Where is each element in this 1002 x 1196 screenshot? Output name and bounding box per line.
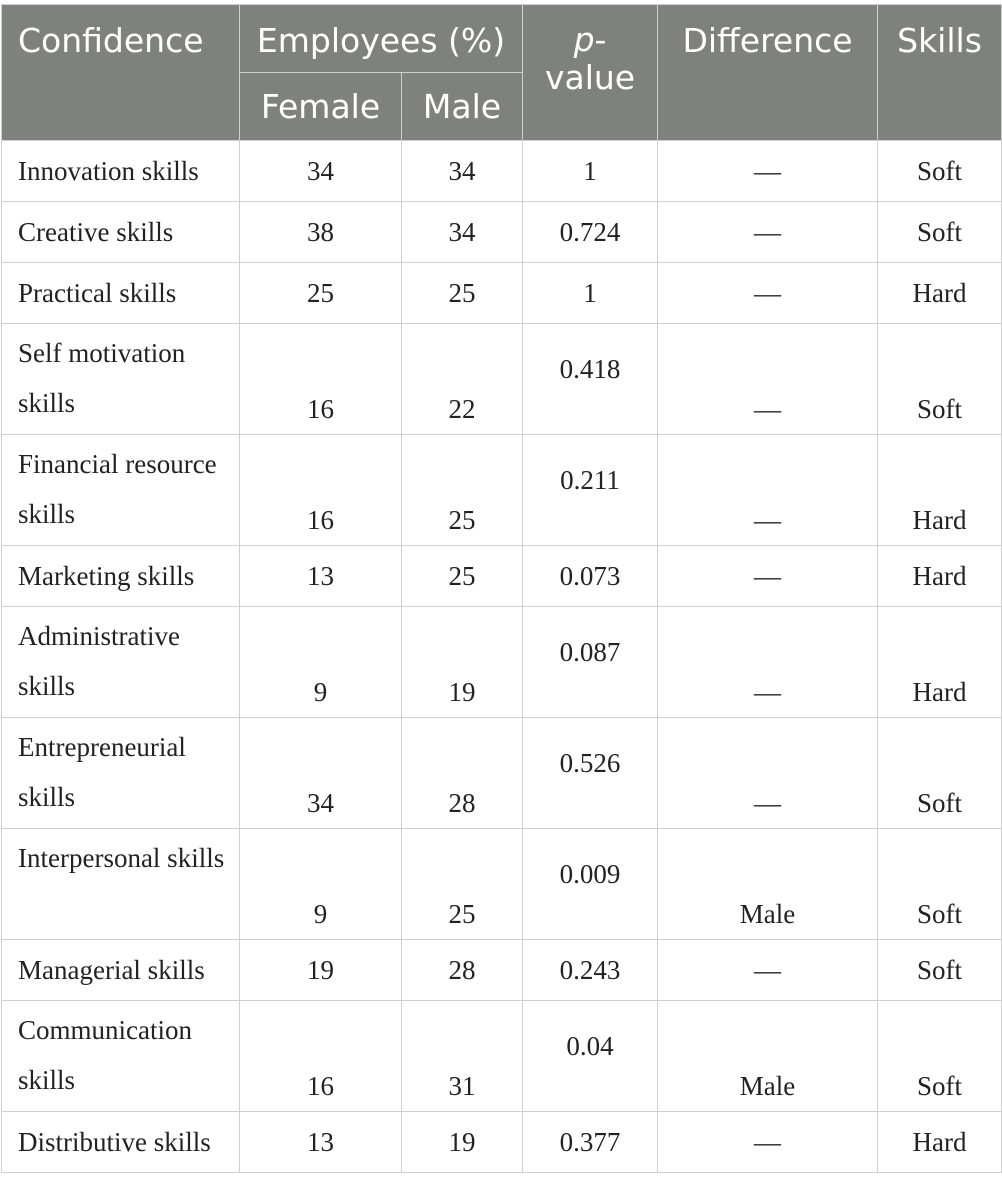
table-row: [2, 435, 1002, 546]
header-p-word: value: [544, 58, 636, 97]
header-p-value: [523, 5, 658, 141]
header-p-hyphen: -: [594, 20, 607, 59]
cell-difference: Male: [658, 1001, 878, 1112]
cell-skills: Hard: [878, 607, 1002, 718]
cell-confidence: Creative skills: [2, 202, 240, 263]
cell-p-value: 0.211: [523, 435, 658, 546]
cell-confidence: Innovation skills: [2, 141, 240, 202]
table-row: [2, 324, 1002, 435]
cell-female: 25: [240, 263, 402, 324]
cell-female: 34: [240, 141, 402, 202]
cell-confidence: Communication skills: [2, 1001, 240, 1112]
cell-skills: Hard: [878, 435, 1002, 546]
cell-difference: —: [658, 546, 878, 607]
cell-confidence: Practical skills: [2, 263, 240, 324]
cell-male: 28: [402, 718, 523, 829]
table-row: [2, 829, 1002, 940]
cell-confidence: Distributive skills: [2, 1112, 240, 1173]
cell-male: 25: [402, 829, 523, 940]
cell-skills: Soft: [878, 829, 1002, 940]
cell-confidence: Interpersonal skills: [2, 829, 240, 940]
table-body: [2, 141, 1002, 1173]
cell-male: 34: [402, 202, 523, 263]
cell-difference: Male: [658, 829, 878, 940]
table-row: [2, 1001, 1002, 1112]
header-p-letter: p: [573, 20, 595, 59]
header-male: Male: [402, 73, 523, 141]
table-row: [2, 1112, 1002, 1173]
cell-female: 16: [240, 435, 402, 546]
cell-confidence: Self motivation skills: [2, 324, 240, 435]
cell-difference: —: [658, 141, 878, 202]
cell-p-value: 0.724: [523, 202, 658, 263]
cell-difference: —: [658, 1112, 878, 1173]
cell-female: 19: [240, 940, 402, 1001]
cell-female: 16: [240, 324, 402, 435]
cell-p-value: 0.087: [523, 607, 658, 718]
cell-p-value: 0.009: [523, 829, 658, 940]
cell-male: 22: [402, 324, 523, 435]
cell-male: 25: [402, 546, 523, 607]
cell-male: 19: [402, 607, 523, 718]
header-employees: Employees (%): [240, 5, 523, 73]
cell-p-value: 1: [523, 141, 658, 202]
cell-difference: —: [658, 435, 878, 546]
cell-skills: Hard: [878, 263, 1002, 324]
cell-male: 31: [402, 1001, 523, 1112]
table-row: [2, 141, 1002, 202]
cell-p-value: 0.04: [523, 1001, 658, 1112]
cell-skills: Soft: [878, 324, 1002, 435]
cell-skills: Soft: [878, 718, 1002, 829]
cell-confidence: Financial resource skills: [2, 435, 240, 546]
cell-skills: Soft: [878, 1001, 1002, 1112]
cell-female: 13: [240, 546, 402, 607]
cell-skills: Soft: [878, 141, 1002, 202]
table-row: [2, 546, 1002, 607]
cell-female: 16: [240, 1001, 402, 1112]
table-row: [2, 263, 1002, 324]
cell-confidence: Entrepreneurial skills: [2, 718, 240, 829]
cell-female: 9: [240, 607, 402, 718]
cell-male: 34: [402, 141, 523, 202]
header-row: [2, 5, 1002, 73]
cell-difference: —: [658, 718, 878, 829]
cell-skills: Hard: [878, 546, 1002, 607]
header-female: Female: [240, 73, 402, 141]
cell-p-value: 0.418: [523, 324, 658, 435]
table-header: [2, 5, 1002, 141]
table-row: [2, 940, 1002, 1001]
cell-male: 25: [402, 263, 523, 324]
cell-difference: —: [658, 324, 878, 435]
cell-female: 34: [240, 718, 402, 829]
cell-difference: —: [658, 263, 878, 324]
cell-difference: —: [658, 940, 878, 1001]
cell-male: 25: [402, 435, 523, 546]
header-skills: Skills: [878, 5, 1002, 141]
cell-p-value: 0.377: [523, 1112, 658, 1173]
table-row: [2, 607, 1002, 718]
table-row: [2, 202, 1002, 263]
cell-p-value: 0.243: [523, 940, 658, 1001]
cell-female: 9: [240, 829, 402, 940]
cell-male: 28: [402, 940, 523, 1001]
cell-confidence: Marketing skills: [2, 546, 240, 607]
skills-confidence-table: [1, 4, 1002, 1173]
cell-female: 13: [240, 1112, 402, 1173]
cell-male: 19: [402, 1112, 523, 1173]
cell-p-value: 1: [523, 263, 658, 324]
cell-difference: —: [658, 607, 878, 718]
table-row: [2, 718, 1002, 829]
header-confidence: Confidence: [2, 5, 240, 141]
cell-confidence: Administrative skills: [2, 607, 240, 718]
cell-confidence: Managerial skills: [2, 940, 240, 1001]
header-difference: Difference: [658, 5, 878, 141]
cell-skills: Soft: [878, 202, 1002, 263]
cell-p-value: 0.073: [523, 546, 658, 607]
cell-difference: —: [658, 202, 878, 263]
cell-female: 38: [240, 202, 402, 263]
cell-skills: Soft: [878, 940, 1002, 1001]
cell-skills: Hard: [878, 1112, 1002, 1173]
cell-p-value: 0.526: [523, 718, 658, 829]
